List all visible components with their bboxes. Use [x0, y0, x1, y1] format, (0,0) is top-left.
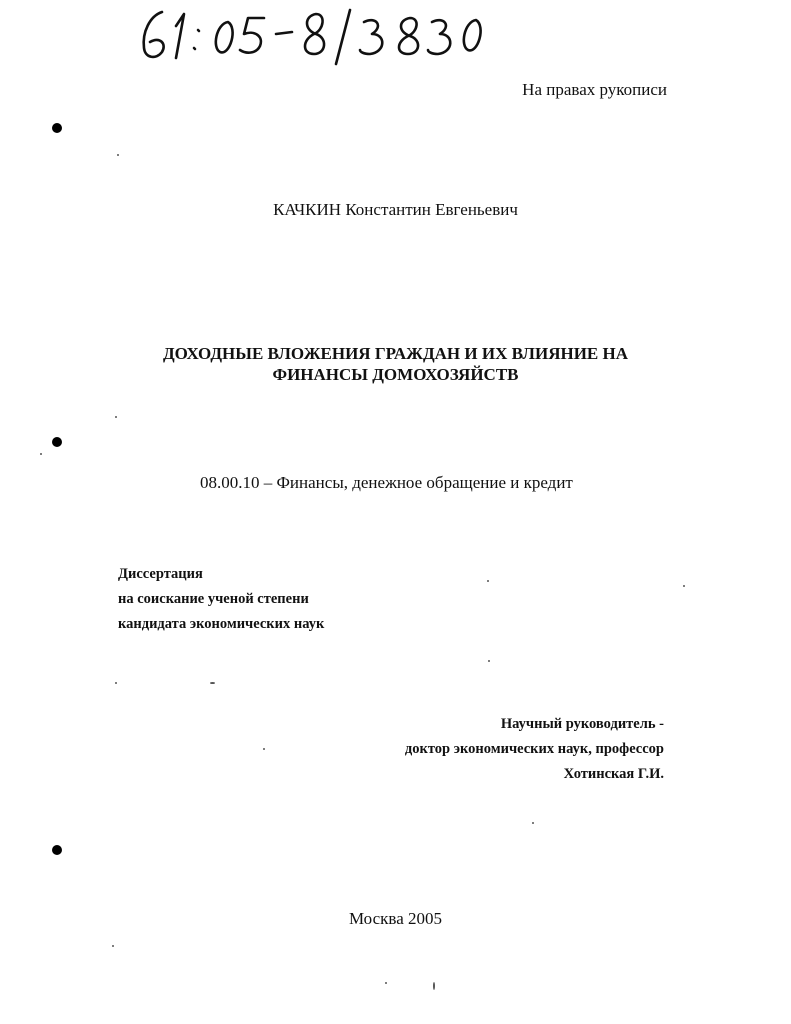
- degree-line-2: на соискание ученой степени: [118, 591, 309, 607]
- handwritten-catalog-code: [132, 4, 492, 68]
- rights-note: На правах рукописи: [522, 80, 667, 99]
- scan-speck: [433, 982, 435, 990]
- author-name: КАЧКИН Константин Евгеньевич: [273, 200, 518, 219]
- scan-speck: [115, 682, 117, 684]
- punch-hole: [52, 437, 62, 447]
- scan-speck: [117, 154, 119, 156]
- scientific-advisor: [405, 712, 664, 787]
- scan-speck: [683, 585, 685, 587]
- advisor-credentials: доктор экономических наук, профессор: [404, 741, 664, 757]
- title-line-2: ФИНАНСЫ ДОМОХОЗЯЙСТВ: [272, 365, 519, 384]
- punch-hole: [52, 845, 62, 855]
- degree-line-1: Диссертация: [118, 566, 203, 582]
- degree-statement: [118, 562, 324, 637]
- specialty-code: 08.00.10 – Финансы, денежное обращение и кредит: [200, 473, 573, 492]
- scan-speck: [487, 580, 489, 582]
- advisor-name: Хотинская Г.И.: [563, 766, 664, 782]
- title-line-1: ДОХОДНЫЕ ВЛОЖЕНИЯ ГРАЖДАН И ИХ ВЛИЯНИЕ НА: [162, 344, 629, 363]
- scan-speck: [488, 660, 490, 662]
- scan-speck: [112, 945, 114, 947]
- punch-hole: [52, 123, 62, 133]
- dissertation-title: [0, 343, 791, 385]
- scan-speck: [40, 453, 42, 455]
- degree-line-3: кандидата экономических наук: [118, 616, 325, 632]
- city-year: Москва 2005: [348, 909, 443, 928]
- scan-speck: [115, 416, 117, 418]
- scan-speck: [532, 822, 534, 824]
- scan-speck: [210, 682, 215, 684]
- advisor-role: Научный руководитель -: [500, 716, 664, 732]
- scan-speck: [385, 982, 387, 984]
- scan-speck: [263, 748, 265, 750]
